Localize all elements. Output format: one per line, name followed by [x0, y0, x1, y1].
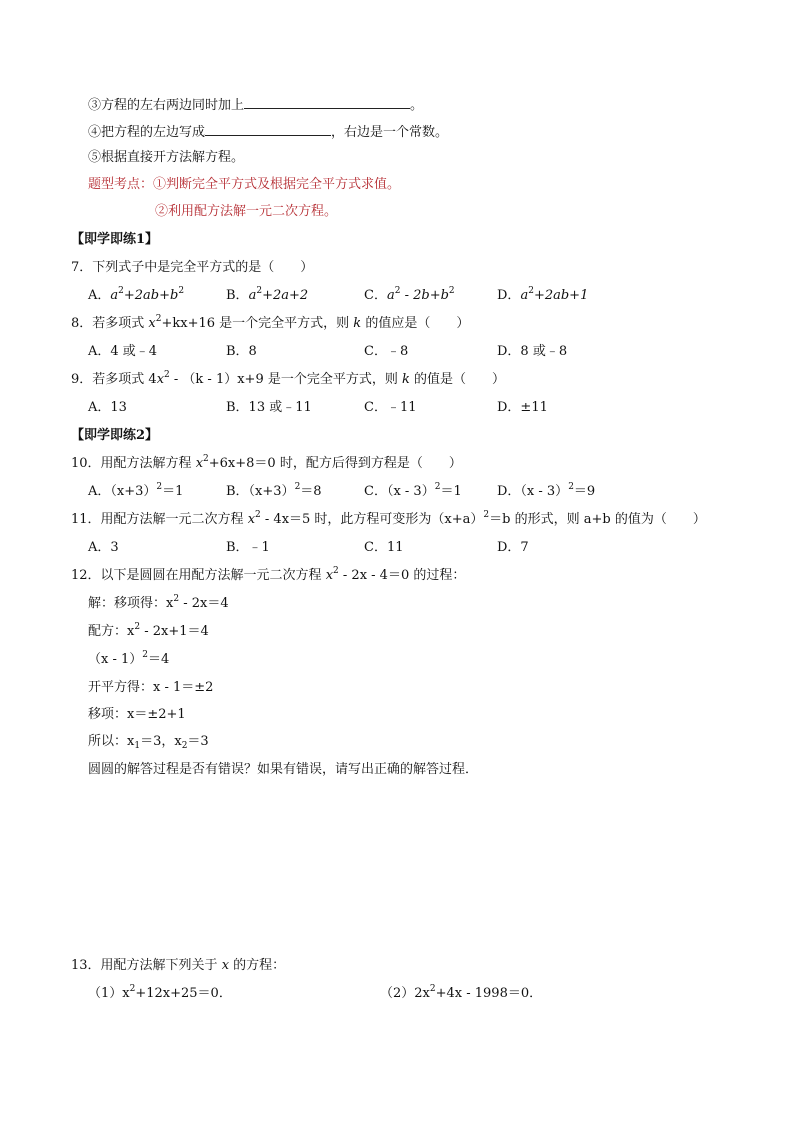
answer-blank[interactable]	[244, 95, 410, 109]
step-4-end: ，右边是一个常数。	[331, 125, 449, 140]
q10-option-a[interactable]: A．$(x+3)^2=1$	[88, 482, 184, 499]
section-title-practice-1: 【即学即练1】	[71, 232, 159, 247]
step-3-end: 。	[410, 98, 424, 113]
q8-option-b[interactable]: B．8	[226, 344, 257, 359]
question-13: 13．用配方法解下列关于 x 的方程：	[71, 958, 286, 973]
question-9: 9．若多项式 $4x^2 - (k - 1)x+9$ 是一个完全平方式，则 k 的值是（ ）	[71, 370, 506, 387]
q12-solution-line-4: 开平方得：x - 1＝±2	[88, 680, 214, 695]
q11-option-c[interactable]: C．11	[364, 540, 404, 555]
q8-option-c[interactable]: C．﹣8	[364, 344, 409, 359]
question-10: 10．用配方法解方程 $x^2+6x+8=0$ 时，配方后得到方程是（ ）	[71, 454, 462, 471]
key-point-1: ①判断完全平方式及根据完全平方式求值。	[153, 177, 401, 192]
q12-question: 圆圆的解答过程是否有错误？如果有错误，请写出正确的解答过程．	[88, 762, 479, 777]
q10-option-d[interactable]: D．（x - 3）$^2$＝9	[497, 482, 596, 499]
step-4-text: ④把方程的左边写成	[88, 125, 206, 140]
q12-solution-line-6: 所以：$x_1=3$，$x_2=3$	[88, 734, 209, 751]
q7-option-d[interactable]: D．$a^2+2ab+1$	[497, 286, 589, 303]
q7-option-b[interactable]: B．$a^2+2a+2$	[226, 286, 309, 303]
q8-option-a[interactable]: A．4 或﹣4	[88, 344, 158, 359]
q9-option-a[interactable]: A．13	[88, 400, 127, 415]
q12-solution-line-5: 移项：x＝±2+1	[88, 707, 186, 722]
q13-part-1: $(1)x^2+12x+25=0$．	[88, 984, 232, 1001]
q7-option-c[interactable]: C．$a^2 - 2b+b^2$	[364, 286, 455, 303]
q11-option-a[interactable]: A．3	[88, 540, 119, 555]
key-point-2: ②利用配方法解一元二次方程。	[155, 204, 338, 219]
q12-solution-line-2: 配方：$x^2 - 2x+1=4$	[88, 622, 209, 639]
q7-option-a[interactable]: A．$a^2+2ab+b^2$	[88, 286, 185, 303]
answer-blank[interactable]	[205, 122, 331, 136]
q12-solution-line-3: （x - 1）$^2$＝4	[88, 650, 170, 667]
section-title-practice-2: 【即学即练2】	[71, 428, 159, 443]
step-3	[88, 95, 423, 115]
q13-part-2: $(2)2x^2+4x - 1998=0$．	[380, 984, 543, 1001]
q9-option-c[interactable]: C．﹣11	[364, 400, 417, 415]
q11-option-d[interactable]: D．7	[497, 540, 529, 555]
q9-option-d[interactable]: D．±11	[497, 400, 548, 415]
step-4	[88, 122, 448, 142]
q12-solution-line-1: 解：移项得：$x^2 - 2x=4$	[88, 594, 229, 611]
question-11: 11．用配方法解一元二次方程 $x^2 - 4x=5$ 时，此方程可变形为$(x+a)^2=b$ 的形式，则 a+b 的值为（ ）	[71, 510, 706, 527]
question-12: 12．以下是圆圆在用配方法解一元二次方程 $x^2 - 2x - 4=0$ 的过程：	[71, 566, 466, 583]
question-8: 8．若多项式 $x^2+kx+16$ 是一个完全平方式，则 k 的值应是（ ）	[71, 314, 470, 331]
q8-option-d[interactable]: D．8 或﹣8	[497, 344, 568, 359]
q11-option-b[interactable]: B．﹣1	[226, 540, 270, 555]
q10-option-b[interactable]: B．$(x+3)^2=8$	[226, 482, 322, 499]
step-5: ⑤根据直接开方法解方程。	[88, 150, 245, 165]
key-points-label: 题型考点：	[88, 177, 154, 192]
key-points	[88, 176, 400, 194]
q10-option-c[interactable]: C．（x - 3）$^2$＝1	[364, 482, 462, 499]
q9-option-b[interactable]: B．13 或﹣11	[226, 400, 312, 415]
step-3-text: ③方程的左右两边同时加上	[88, 98, 245, 113]
question-7: 7．下列式子中是完全平方式的是（ ）	[71, 260, 314, 275]
